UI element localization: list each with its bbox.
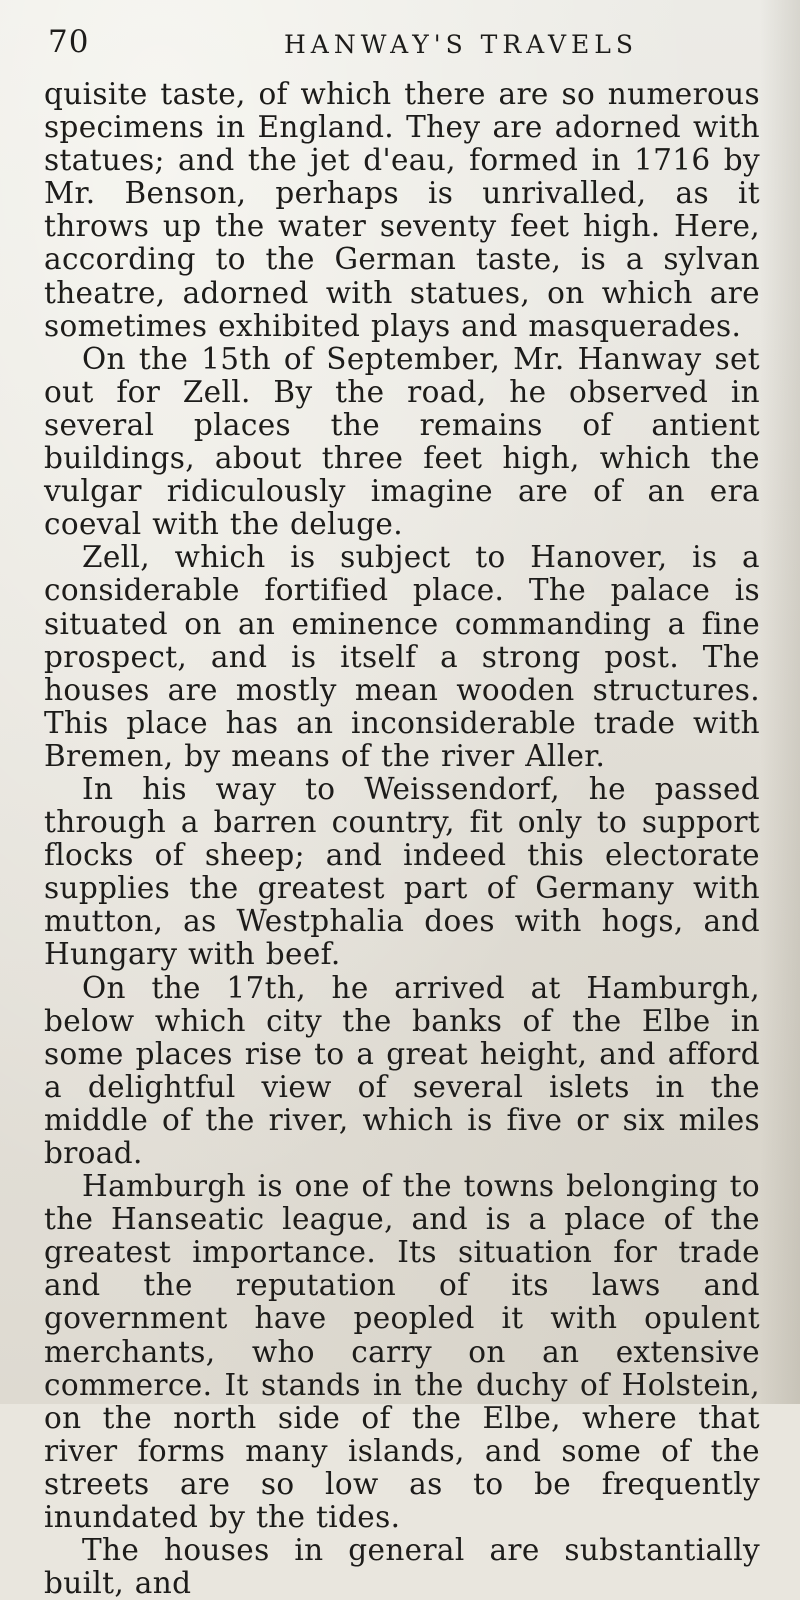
paragraph-arrival-hamburgh: On the 17th, he arrived at Hamburgh, below which city the banks of the Elbe in some places rise to a great height, and afford a delightful view of several islets in the middle of the river, which is five or six miles broad. xyxy=(44,970,760,1170)
running-head: HANWAY'S TRAVELS xyxy=(284,30,639,59)
paragraph-weissendorf: In his way to Weissendorf, he passed through a barren country, fit only to support flocks of sheep; and indeed this electorate supplies the greatest part of Germany with mutton, as Westphalia does with hogs, and Hungary with beef. xyxy=(44,771,760,972)
paragraph-houses: The houses in general are substantially built, and xyxy=(44,1533,760,1600)
paragraph-hamburgh-hanseatic: Hamburgh is one of the towns belonging to the Hanseatic league, and is a place of the greatest importance. Its situation for trade and the reputation of its laws and government have peopled it with opulent merchants, who carry on an extensive commerce. It stands in the duchy of Holstein, on the north side of the Elbe, where that river forms many islands, and some of the streets are so low as to be frequently inundated by the tides. xyxy=(44,1169,760,1535)
page-header xyxy=(48,24,752,70)
paragraph-zell-description: Zell, which is subject to Hanover, is a considerable fortified place. The palace is situated on an eminence commanding a fine prospect, and is itself a strong post. The houses are mostly mean wooden structures. This place has an inconsiderable trade with Bremen, by means of the river Aller. xyxy=(44,540,760,773)
paragraph-zell-journey: On the 15th of September, Mr. Hanway set out for Zell. By the road, he observed in several places the remains of antient buildings, about three feet high, which the vulgar ridiculously imagine are of an era coeval with the deluge. xyxy=(44,341,760,542)
paragraph-continuation: quisite taste, of which there are so numerous specimens in England. They are adorned with statues; and the jet d'eau, formed in 1716 by Mr. Benson, perhaps is unrivalled, as it throws up the water seventy feet high. Here, according to the German taste, is a sylvan theatre, adorned with statues, on which are sometimes exhibited plays and masquerades. xyxy=(44,77,760,343)
body-text xyxy=(44,78,760,1600)
page-number: 70 xyxy=(48,24,90,60)
